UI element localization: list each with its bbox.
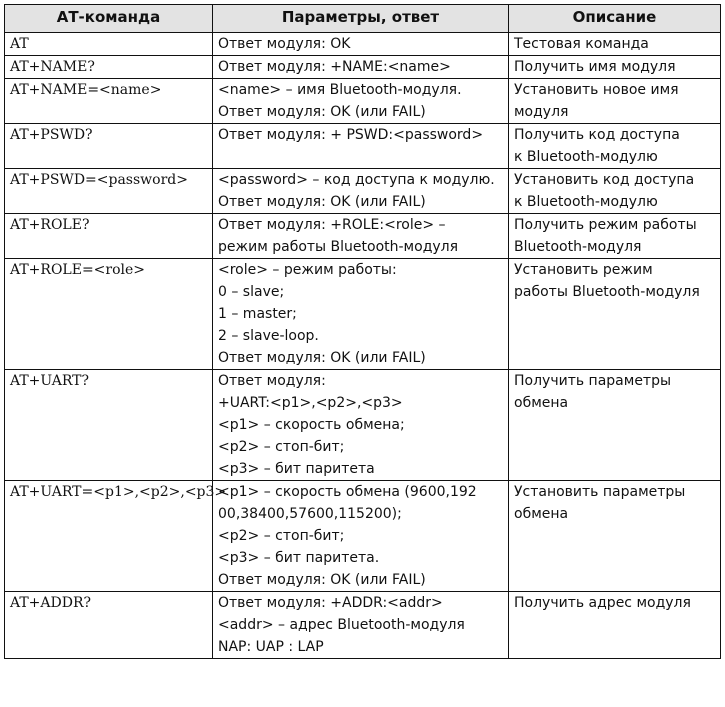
table-header-row xyxy=(5,5,721,33)
at-command-table-container xyxy=(4,4,721,659)
table-row xyxy=(5,481,721,592)
params-line: Ответ модуля: OK (или FAIL) xyxy=(218,104,426,120)
params-cell xyxy=(213,370,509,481)
table-row xyxy=(5,214,721,259)
params-cell xyxy=(213,481,509,592)
params-cell xyxy=(213,56,509,79)
params-line: 2 – slave-loop. xyxy=(218,328,319,344)
params-cell xyxy=(213,33,509,56)
params-line: <p3> – бит паритета. xyxy=(218,550,380,566)
params-line: <addr> – адрес Bluetooth-модуля xyxy=(218,617,465,633)
command-cell: AT+ROLE=<role> xyxy=(5,259,213,370)
description-line: Получить режим работы xyxy=(514,217,697,233)
description-line: Установить новое имя xyxy=(514,82,679,98)
params-line: 0 – slave; xyxy=(218,284,285,300)
params-line: режим работы Bluetooth-модуля xyxy=(218,239,459,255)
params-line: Ответ модуля: +NAME:<name> xyxy=(218,59,451,75)
description-line: обмена xyxy=(514,395,569,411)
params-line: 1 – master; xyxy=(218,306,297,322)
description-line: Установить режим xyxy=(514,262,653,278)
table-row xyxy=(5,370,721,481)
command-cell: AT xyxy=(5,33,213,56)
description-line: Установить код доступа xyxy=(514,172,695,188)
params-line: Ответ модуля: OK (или FAIL) xyxy=(218,194,426,210)
table-row xyxy=(5,33,721,56)
table-row xyxy=(5,79,721,124)
params-line: <p3> – бит паритета xyxy=(218,461,375,477)
command-cell: AT+NAME? xyxy=(5,56,213,79)
command-cell: AT+UART? xyxy=(5,370,213,481)
description-cell xyxy=(509,259,721,370)
command-cell: AT+NAME=<name> xyxy=(5,79,213,124)
command-cell: AT+ROLE? xyxy=(5,214,213,259)
params-line: Ответ модуля: OK (или FAIL) xyxy=(218,572,426,588)
params-line: <role> – режим работы: xyxy=(218,262,397,278)
params-line: Ответ модуля: +ADDR:<addr> xyxy=(218,595,443,611)
description-line: Получить параметры xyxy=(514,373,672,389)
table-body xyxy=(5,33,721,659)
params-line: 00,38400,57600,115200); xyxy=(218,506,402,522)
description-line: модуля xyxy=(514,104,569,120)
description-cell xyxy=(509,124,721,169)
params-line: <password> – код доступа к модулю. xyxy=(218,172,495,188)
table-row xyxy=(5,56,721,79)
params-cell xyxy=(213,79,509,124)
description-cell xyxy=(509,79,721,124)
params-line: Ответ модуля: xyxy=(218,373,326,389)
params-line: Ответ модуля: OK xyxy=(218,36,351,52)
params-cell xyxy=(213,124,509,169)
params-line: Ответ модуля: +ROLE:<role> – xyxy=(218,217,446,233)
table-row xyxy=(5,169,721,214)
description-cell xyxy=(509,33,721,56)
command-cell: AT+PSWD? xyxy=(5,124,213,169)
params-cell xyxy=(213,592,509,659)
params-line: Ответ модуля: + PSWD:<password> xyxy=(218,127,484,143)
params-cell xyxy=(213,169,509,214)
params-line: <p1> – скорость обмена (9600,192 xyxy=(218,484,477,500)
table-row xyxy=(5,124,721,169)
description-cell xyxy=(509,370,721,481)
table-row xyxy=(5,592,721,659)
command-cell: AT+PSWD=<password> xyxy=(5,169,213,214)
params-line: NAP: UAP : LAP xyxy=(218,639,324,655)
params-line: <p1> – скорость обмена; xyxy=(218,417,405,433)
description-cell xyxy=(509,56,721,79)
description-cell xyxy=(509,214,721,259)
params-line: +UART:<p1>,<p2>,<p3> xyxy=(218,395,403,411)
params-line: <p2> – стоп-бит; xyxy=(218,528,345,544)
header-params: Параметры, ответ xyxy=(213,5,509,33)
description-line: Получить адрес модуля xyxy=(514,595,691,611)
command-cell: AT+UART=<p1>,<p2>,<p3> xyxy=(5,481,213,592)
params-cell xyxy=(213,259,509,370)
description-line: Тестовая команда xyxy=(514,36,649,52)
at-command-table xyxy=(4,4,721,659)
description-line: Установить параметры xyxy=(514,484,686,500)
description-line: к Bluetooth-модулю xyxy=(514,149,658,165)
description-line: обмена xyxy=(514,506,569,522)
description-line: работы Bluetooth-модуля xyxy=(514,284,700,300)
params-line: Ответ модуля: OK (или FAIL) xyxy=(218,350,426,366)
table-row xyxy=(5,259,721,370)
description-cell xyxy=(509,481,721,592)
params-cell xyxy=(213,214,509,259)
header-description: Описание xyxy=(509,5,721,33)
description-line: Получить код доступа xyxy=(514,127,680,143)
description-line: Получить имя модуля xyxy=(514,59,676,75)
description-line: Bluetooth-модуля xyxy=(514,239,642,255)
description-line: к Bluetooth-модулю xyxy=(514,194,658,210)
params-line: <name> – имя Bluetooth-модуля. xyxy=(218,82,462,98)
params-line: <p2> – стоп-бит; xyxy=(218,439,345,455)
description-cell xyxy=(509,592,721,659)
description-cell xyxy=(509,169,721,214)
command-cell: AT+ADDR? xyxy=(5,592,213,659)
header-command: АТ-команда xyxy=(5,5,213,33)
